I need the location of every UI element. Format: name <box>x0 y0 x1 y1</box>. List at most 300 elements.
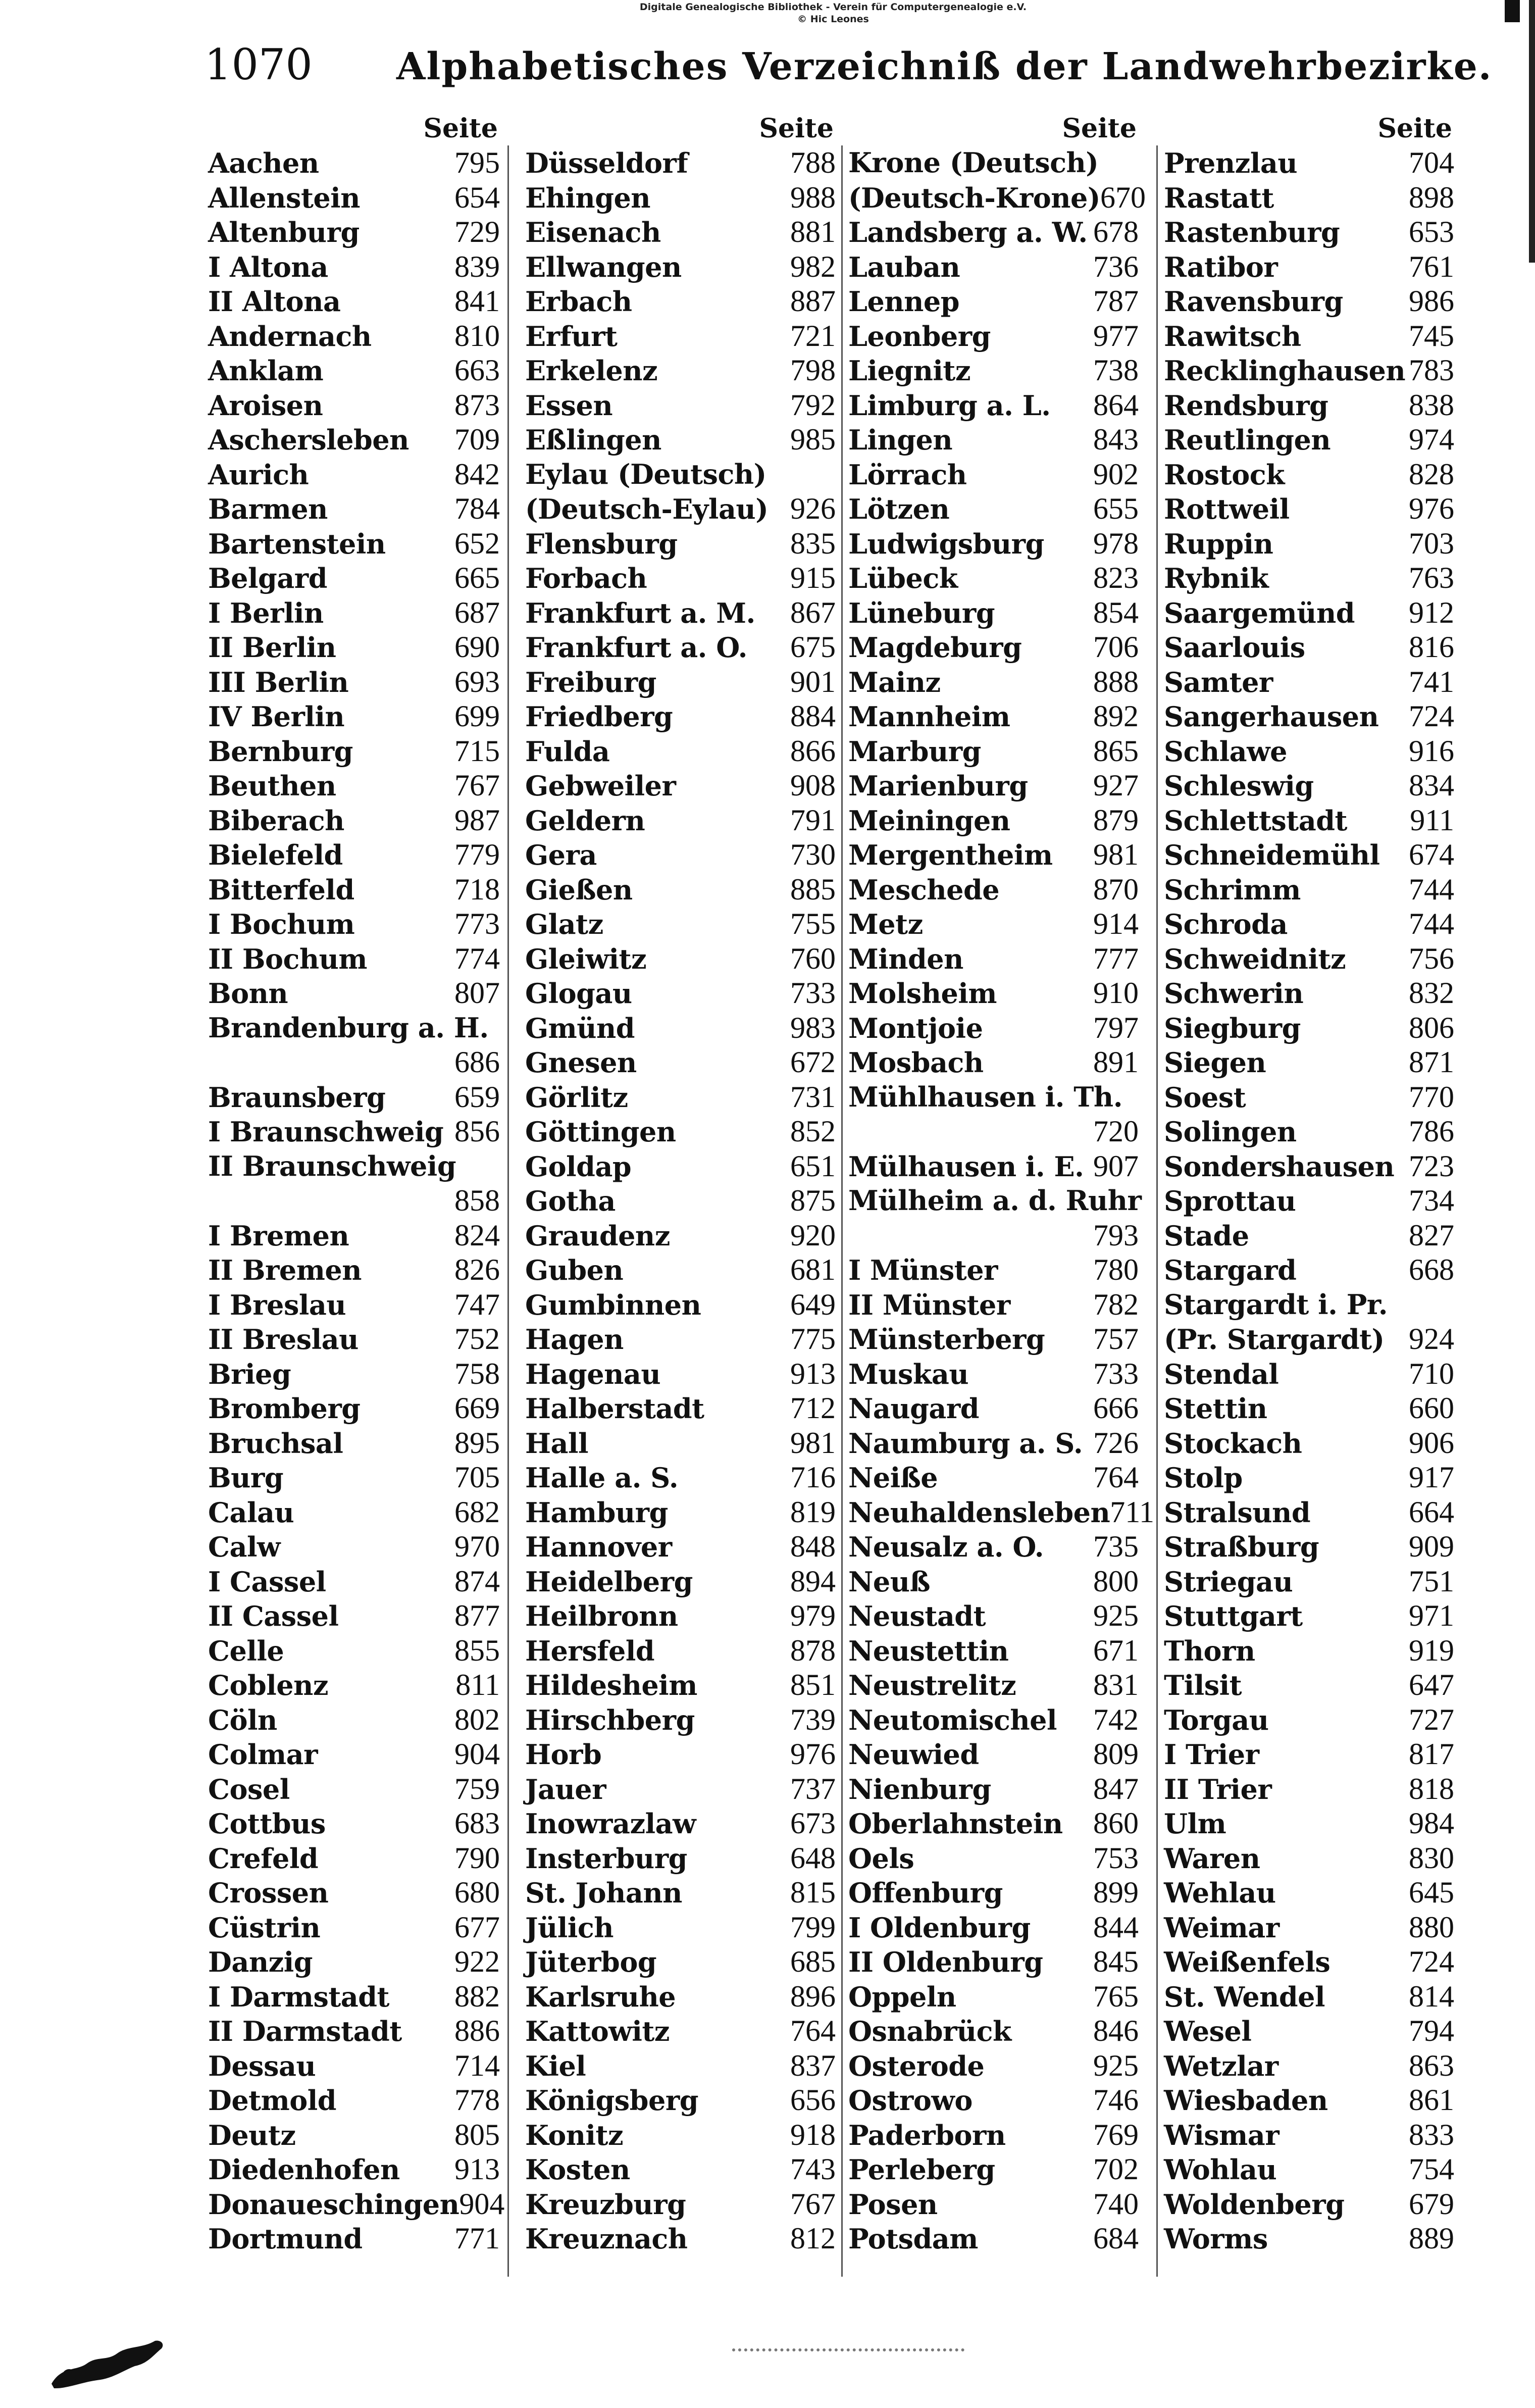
entry-name: I Trier <box>1164 1738 1259 1771</box>
index-entry <box>1164 1495 1454 1530</box>
entry-name: Diedenhofen <box>208 2153 400 2186</box>
entry-page: 860 <box>1093 1807 1139 1840</box>
entry-name: Schlawe <box>1164 735 1287 768</box>
entry-name: Rastenburg <box>1164 216 1340 248</box>
entry-page: 716 <box>790 1461 836 1494</box>
entry-page: 767 <box>790 2187 836 2221</box>
entry-page: 926 <box>790 492 836 525</box>
index-entry <box>525 457 836 492</box>
index-entry <box>208 907 500 941</box>
entry-name: Reutlingen <box>1164 424 1331 456</box>
index-entry <box>525 837 836 872</box>
index-entry <box>208 1218 500 1253</box>
entry-list <box>525 145 836 2256</box>
entry-page: 703 <box>1409 526 1454 560</box>
entry-name: Ravensburg <box>1164 285 1343 318</box>
index-entry <box>525 665 836 699</box>
entry-name: Geldern <box>525 804 645 837</box>
entry-name: Schweidnitz <box>1164 942 1346 975</box>
entry-page: 838 <box>1409 388 1454 422</box>
index-entry <box>208 1114 500 1149</box>
entry-page: 784 <box>454 492 500 525</box>
entry-page: 981 <box>790 1426 836 1460</box>
index-entry <box>1164 1564 1454 1599</box>
entry-page: 759 <box>454 1772 500 1805</box>
entry-page: 914 <box>1093 907 1139 940</box>
entry-list <box>1164 145 1454 2256</box>
entry-page: 738 <box>1093 354 1139 387</box>
index-entry <box>208 2048 500 2083</box>
index-entry <box>525 1529 836 1564</box>
entry-name: Thorn <box>1164 1634 1255 1667</box>
entry-name: Graudenz <box>525 1219 670 1252</box>
index-entry <box>208 1702 500 1737</box>
entry-page: 866 <box>790 734 836 768</box>
entry-page: 835 <box>790 526 836 560</box>
entry-name: Frankfurt a. O. <box>525 631 747 664</box>
entry-page: 812 <box>790 2222 836 2255</box>
entry-name: Gotha <box>525 1185 616 1217</box>
entry-name: Aurich <box>208 458 309 491</box>
entry-page: 756 <box>1409 941 1454 975</box>
entry-name: Eßlingen <box>525 424 661 456</box>
index-entry <box>848 561 1139 595</box>
entry-page: 911 <box>1410 803 1454 837</box>
index-entry <box>1164 595 1454 630</box>
index-entry <box>208 1806 500 1841</box>
index-entry <box>525 872 836 907</box>
page-number: 1070 <box>204 40 313 89</box>
entry-page: 913 <box>790 1357 836 1390</box>
index-entry <box>208 1495 500 1530</box>
entry-page: 831 <box>1093 1668 1139 1701</box>
entry-name: Leonberg <box>848 320 991 353</box>
index-entry <box>208 526 500 561</box>
entry-name: Hagenau <box>525 1358 661 1390</box>
entry-page: 715 <box>454 734 500 768</box>
entry-page: 792 <box>790 388 836 422</box>
entry-name: Rendsburg <box>1164 389 1328 422</box>
entry-name: Lennep <box>848 285 959 318</box>
entry-name: Hagen <box>525 1323 624 1356</box>
index-entry <box>1164 388 1454 423</box>
index-entry <box>525 561 836 595</box>
entry-name: Karlsruhe <box>525 1980 676 2013</box>
entry-page: 871 <box>1409 1045 1454 1079</box>
entry-name: Deutz <box>208 2119 296 2151</box>
index-entry <box>1164 1460 1454 1495</box>
index-entry <box>848 665 1139 699</box>
entry-name: II Altona <box>208 285 341 318</box>
entry-page: 783 <box>1409 354 1454 387</box>
entry-name: Bielefeld <box>208 839 343 871</box>
entry-page: 852 <box>790 1115 836 1148</box>
index-entry <box>208 1426 500 1461</box>
entry-name: Coblenz <box>208 1669 329 1701</box>
entry-page: 652 <box>454 526 500 560</box>
entry-page: 910 <box>1093 976 1139 1010</box>
entry-name: Horb <box>525 1738 602 1771</box>
entry-name: Bartenstein <box>208 527 386 560</box>
entry-name: Marienburg <box>848 770 1028 802</box>
entry-name: Cüstrin <box>208 1911 321 1944</box>
index-entry <box>208 1252 500 1287</box>
index-entry <box>208 941 500 976</box>
index-entry <box>848 2083 1139 2118</box>
index-entry <box>525 1011 836 1045</box>
index-entry <box>525 1391 836 1426</box>
entry-name: IV Berlin <box>208 700 345 733</box>
scan-edge-bar <box>1529 0 1535 263</box>
index-entry <box>848 976 1139 1011</box>
entry-name: II Darmstadt <box>208 2015 402 2047</box>
entry-name: Eisenach <box>525 216 661 248</box>
entry-name: Ostrowo <box>848 2084 973 2117</box>
seite-heading: Seite <box>1062 113 1137 144</box>
entry-name: Osnabrück <box>848 2015 1011 2047</box>
entry-name: Schlettstadt <box>1164 804 1347 837</box>
entry-page: 878 <box>790 1633 836 1667</box>
seite-heading: Seite <box>759 113 834 144</box>
index-entry <box>1164 1149 1454 1184</box>
index-entry <box>208 2118 500 2152</box>
entry-page: 712 <box>790 1391 836 1425</box>
entry-name: Lingen <box>848 424 953 456</box>
entry-page: 674 <box>1409 838 1454 871</box>
entry-page: 711 <box>1110 1495 1155 1529</box>
entry-page: 773 <box>454 907 500 940</box>
index-entry <box>525 734 836 769</box>
entry-name: Siegburg <box>1164 1012 1301 1044</box>
entry-page: 740 <box>1093 2187 1139 2221</box>
entry-page: 894 <box>790 1564 836 1598</box>
entry-name: Gmünd <box>525 1012 635 1044</box>
entry-page: 763 <box>1409 561 1454 594</box>
entry-name: Halle a. S. <box>525 1462 679 1494</box>
entry-name: Neustettin <box>848 1634 1009 1667</box>
entry-page: 671 <box>1093 1633 1139 1667</box>
entry-name: Gera <box>525 839 597 871</box>
index-entry <box>208 2221 500 2256</box>
index-entry <box>1164 768 1454 803</box>
entry-name: Solingen <box>1164 1116 1297 1148</box>
entry-page: 884 <box>790 699 836 733</box>
entry-page: 982 <box>790 249 836 283</box>
entry-page: 681 <box>790 1253 836 1286</box>
entry-name: II Oldenburg <box>848 1946 1043 1978</box>
entry-name: Naumburg a. S. <box>848 1427 1083 1460</box>
entry-name: Sangerhausen <box>1164 700 1379 733</box>
index-entry <box>848 630 1139 665</box>
index-entry <box>1164 353 1454 388</box>
entry-name: Mosbach <box>848 1046 984 1079</box>
entry-name: Freiburg <box>525 666 656 698</box>
entry-name: Saargemünd <box>1164 596 1355 629</box>
entry-page: 744 <box>1409 872 1454 906</box>
entry-name: Burg <box>208 1462 284 1494</box>
entry-page: 814 <box>1409 1979 1454 2013</box>
entry-page: 873 <box>454 388 500 422</box>
index-entry <box>848 1426 1139 1461</box>
index-entry <box>1164 1910 1454 1945</box>
entry-page: 908 <box>790 769 836 802</box>
entry-page: 666 <box>1093 1391 1139 1425</box>
index-entry <box>848 1391 1139 1426</box>
index-entry <box>848 907 1139 941</box>
entry-page: 655 <box>1093 492 1139 525</box>
index-entry <box>1164 180 1454 215</box>
entry-page: 746 <box>1093 2083 1139 2117</box>
entry-page: 864 <box>1093 388 1139 422</box>
index-entry <box>848 2048 1139 2083</box>
index-entry <box>525 1944 836 1979</box>
entry-name: Wesel <box>1164 2015 1252 2047</box>
entry-name: Dessau <box>208 2049 316 2082</box>
index-entry <box>525 1287 836 1322</box>
index-entry <box>848 526 1139 561</box>
index-entry <box>1164 1426 1454 1461</box>
entry-page: 895 <box>454 1426 500 1460</box>
entry-name: I Darmstadt <box>208 1980 389 2013</box>
entry-page: 809 <box>1093 1737 1139 1771</box>
entry-page: 832 <box>1409 976 1454 1010</box>
entry-name: Montjoie <box>848 1012 983 1044</box>
entry-name: Biberach <box>208 804 344 837</box>
entry-name: Landsberg a. W. <box>848 216 1088 248</box>
entry-name: Ludwigsburg <box>848 527 1044 560</box>
index-column-2 <box>525 112 836 2274</box>
entry-page: 755 <box>790 907 836 940</box>
entry-name: Belgard <box>208 562 327 594</box>
entry-page: 874 <box>454 1564 500 1598</box>
index-entry <box>848 1979 1139 2014</box>
index-entry <box>208 1460 500 1495</box>
entry-page: 739 <box>790 1702 836 1736</box>
entry-name: Sprottau <box>1164 1185 1296 1217</box>
entry-name: Friedberg <box>525 700 673 733</box>
entry-page: 770 <box>1409 1080 1454 1114</box>
index-entry <box>848 491 1139 526</box>
entry-page: 843 <box>1093 423 1139 456</box>
index-column-4 <box>1164 112 1454 2274</box>
index-entry <box>208 976 500 1011</box>
entry-page: 664 <box>1409 1495 1454 1529</box>
scan-edge-mark <box>1505 0 1520 22</box>
index-entry <box>1164 1114 1454 1149</box>
index-entry <box>1164 319 1454 354</box>
index-entry <box>1164 1806 1454 1841</box>
entry-page: 723 <box>1409 1149 1454 1183</box>
entry-name: Magdeburg <box>848 631 1022 664</box>
index-entry <box>525 2152 836 2187</box>
column-rule <box>1156 145 1158 2277</box>
entry-page: 979 <box>790 1599 836 1632</box>
entry-name: Jülich <box>525 1911 613 1944</box>
entry-name: Fulda <box>525 735 610 768</box>
entry-name: Gnesen <box>525 1046 637 1079</box>
entry-name: Ratibor <box>1164 250 1278 283</box>
entry-page: 660 <box>1409 1391 1454 1425</box>
index-entry <box>525 1426 836 1461</box>
index-entry <box>525 768 836 803</box>
index-entry <box>208 1011 500 1045</box>
entry-name: Lüneburg <box>848 596 995 629</box>
entry-name: Gießen <box>525 873 633 906</box>
index-entry <box>1164 2187 1454 2222</box>
entry-page: 685 <box>790 1945 836 1978</box>
index-entry <box>848 1322 1139 1357</box>
entry-page: 675 <box>790 630 836 664</box>
entry-name: Erbach <box>525 285 632 318</box>
entry-name: I Bremen <box>208 1219 349 1252</box>
index-entry <box>208 1633 500 1668</box>
index-entry <box>1164 2048 1454 2083</box>
entry-page: 645 <box>1409 1876 1454 1909</box>
entry-page: 830 <box>1409 1841 1454 1875</box>
index-entry <box>525 1460 836 1495</box>
entry-page: 797 <box>1093 1011 1139 1044</box>
entry-name: Celle <box>208 1634 284 1667</box>
index-entry <box>848 1357 1139 1391</box>
entry-page: 727 <box>1409 1702 1454 1736</box>
entry-name: Lauban <box>848 250 960 283</box>
index-entry <box>848 215 1139 249</box>
index-entry <box>1164 2014 1454 2048</box>
entry-name: Kiel <box>525 2049 586 2082</box>
entry-page: 863 <box>1409 2048 1454 2082</box>
entry-name: Muskau <box>848 1358 969 1390</box>
entry-page: 769 <box>1093 2118 1139 2151</box>
index-entry <box>1164 491 1454 526</box>
entry-page: 733 <box>790 976 836 1010</box>
index-entry <box>848 1668 1139 1702</box>
entry-page: 907 <box>1093 1149 1139 1183</box>
entry-page: 686 <box>454 1045 500 1079</box>
entry-name: Worms <box>1164 2223 1268 2255</box>
index-entry <box>525 215 836 249</box>
index-entry <box>525 180 836 215</box>
index-entry <box>848 145 1139 180</box>
index-entry <box>848 2221 1139 2256</box>
index-entry <box>208 803 500 838</box>
entry-name: Forbach <box>525 562 647 594</box>
entry-name: Lötzen <box>848 493 950 525</box>
index-entry <box>525 1598 836 1633</box>
entry-name: Waren <box>1164 1842 1260 1875</box>
page-title: Alphabetisches Verzeichniß der Landwehrbezirke. <box>396 45 1493 88</box>
entry-name: Stralsund <box>1164 1496 1311 1529</box>
entry-page: 986 <box>1409 284 1454 318</box>
index-entry <box>1164 1529 1454 1564</box>
entry-name: (Deutsch-Krone) <box>848 181 1100 214</box>
entry-name: Stargard <box>1164 1254 1297 1286</box>
entry-name: Krone (Deutsch) <box>848 146 1099 179</box>
entry-page: 684 <box>1093 2222 1139 2255</box>
entry-name: Siegen <box>1164 1046 1266 1079</box>
entry-page: 720 <box>1093 1115 1139 1148</box>
entry-name: Metz <box>848 908 923 940</box>
entry-page: 819 <box>790 1495 836 1529</box>
index-entry <box>848 768 1139 803</box>
entry-name: Lübeck <box>848 562 958 594</box>
index-entry <box>525 1357 836 1391</box>
index-entry <box>848 1529 1139 1564</box>
entry-page: 896 <box>790 1979 836 2013</box>
entry-page: 851 <box>790 1668 836 1701</box>
entry-page: 899 <box>1093 1876 1139 1909</box>
index-entry <box>1164 2083 1454 2118</box>
index-entry <box>525 1322 836 1357</box>
index-entry <box>208 561 500 595</box>
seite-heading: Seite <box>1377 113 1452 144</box>
index-entry <box>848 1806 1139 1841</box>
entry-name: Glogau <box>525 977 632 1010</box>
entry-page: 842 <box>454 457 500 491</box>
entry-name: Neutomischel <box>848 1703 1057 1736</box>
index-entry <box>208 699 500 734</box>
entry-name: Schwerin <box>1164 977 1304 1010</box>
entry-page: 754 <box>1409 2152 1454 2186</box>
index-entry <box>1164 837 1454 872</box>
entry-name: Rastatt <box>1164 181 1274 214</box>
entry-name: II Bremen <box>208 1254 362 1286</box>
entry-name: Oels <box>848 1842 914 1875</box>
entry-name: Kattowitz <box>525 2015 670 2047</box>
entry-page: 651 <box>790 1149 836 1183</box>
entry-page: 818 <box>1409 1772 1454 1805</box>
entry-page: 892 <box>1093 699 1139 733</box>
index-entry <box>1164 1772 1454 1807</box>
index-entry <box>1164 1944 1454 1979</box>
entry-name: Prenzlau <box>1164 147 1298 179</box>
entry-page: 780 <box>1093 1253 1139 1286</box>
index-entry <box>848 1875 1139 1910</box>
index-entry <box>525 699 836 734</box>
index-entry <box>848 1080 1139 1115</box>
entry-name: Insterburg <box>525 1842 687 1875</box>
index-entry <box>208 2014 500 2048</box>
entry-name: Kreuznach <box>525 2223 688 2255</box>
entry-page: 760 <box>790 941 836 975</box>
entry-name: Samter <box>1164 666 1273 698</box>
entry-name: Göttingen <box>525 1116 676 1148</box>
index-entry <box>848 1495 1155 1530</box>
entry-page: 747 <box>454 1287 500 1321</box>
bottom-dotted-rule <box>732 2348 964 2354</box>
index-entry <box>208 1910 500 1945</box>
entry-name: Saarlouis <box>1164 631 1305 664</box>
index-entry <box>208 1841 500 1876</box>
index-entry <box>208 2187 505 2222</box>
index-entry <box>848 595 1139 630</box>
entry-page: 777 <box>1093 941 1139 975</box>
index-entry <box>208 630 500 665</box>
index-entry <box>525 595 836 630</box>
index-entry <box>1164 1287 1454 1322</box>
entry-name: Neuß <box>848 1565 931 1598</box>
entry-page: 886 <box>454 2014 500 2047</box>
entry-name: Halberstadt <box>525 1392 704 1425</box>
index-entry <box>208 665 500 699</box>
index-entry <box>1164 1080 1454 1115</box>
entry-page: 653 <box>1409 215 1454 248</box>
index-entry <box>1164 630 1454 665</box>
entry-page: 870 <box>1093 872 1139 906</box>
index-entry <box>208 1529 500 1564</box>
index-entry <box>848 457 1139 492</box>
entry-name: I Oldenburg <box>848 1911 1031 1944</box>
entry-page: 733 <box>1093 1357 1139 1390</box>
